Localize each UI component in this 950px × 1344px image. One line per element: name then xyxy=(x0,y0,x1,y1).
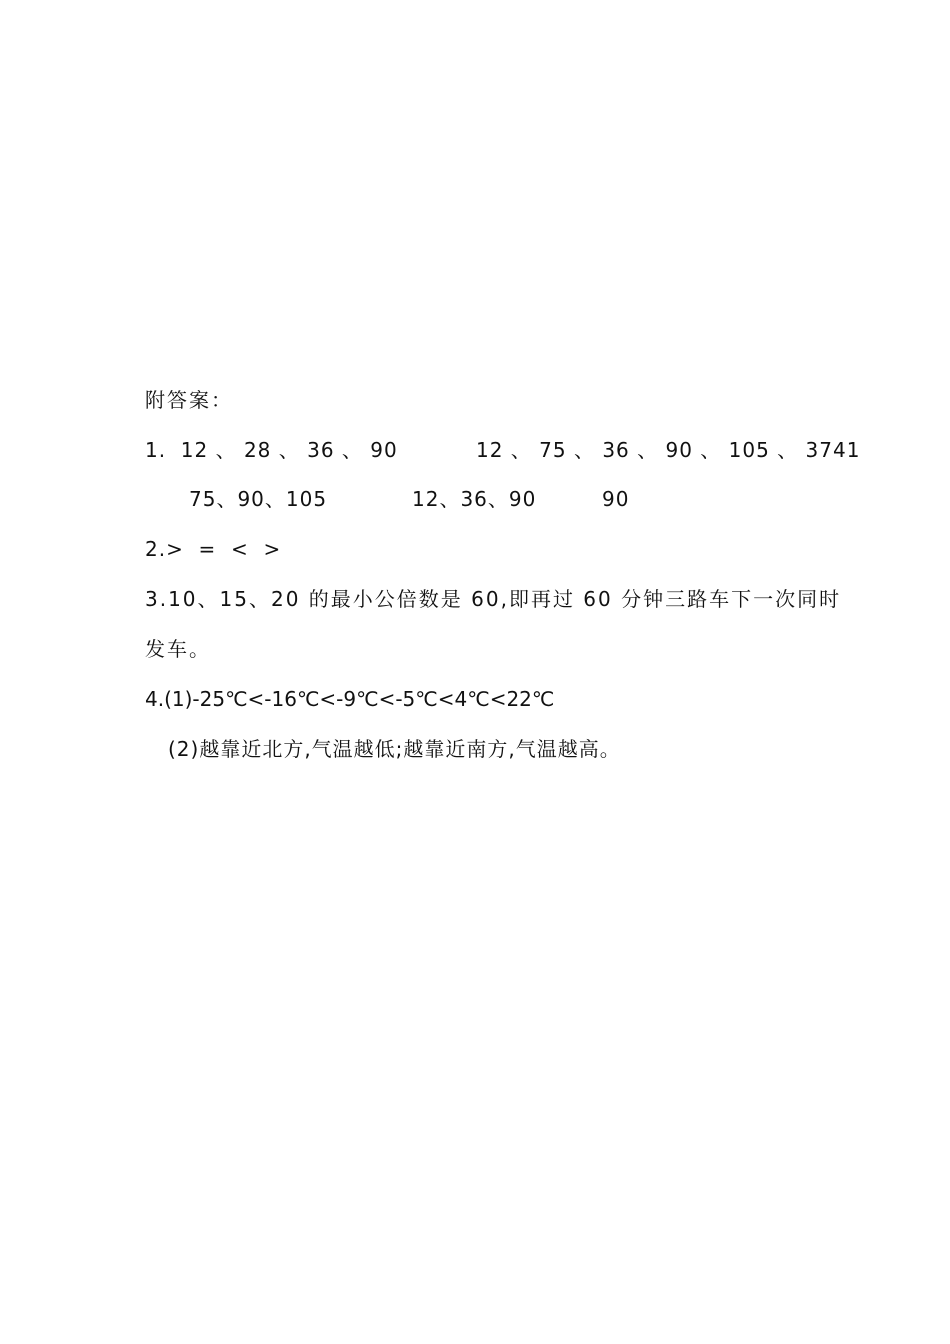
answer-1-line1-part2: 12 、 75 、 36 、 90 、 105 、 3741 xyxy=(476,438,861,462)
answer-1-line1-part1: 1. 12 、 28 、 36 、 90 xyxy=(145,438,398,462)
answer-3-line2: 发车。 xyxy=(145,637,211,661)
answer-1-line2-part2: 12、36、90 xyxy=(412,487,537,511)
answer-4-part2: (2)越靠近北方,气温越低;越靠近南方,气温越高。 xyxy=(168,737,621,761)
answer-1-line2-part3: 90 xyxy=(602,487,630,511)
answer-2: 2.> = < > xyxy=(145,537,282,561)
answer-4-part1: 4.(1)-25℃<-16℃<-9℃<-5℃<4℃<22℃ xyxy=(145,687,555,711)
answer-3-line1: 3.10、15、20 的最小公倍数是 60,即再过 60 分钟三路车下一次同时 xyxy=(145,587,842,611)
answer-1-line2-part1: 75、90、105 xyxy=(189,487,328,511)
answer-heading: 附答案： xyxy=(145,388,233,412)
